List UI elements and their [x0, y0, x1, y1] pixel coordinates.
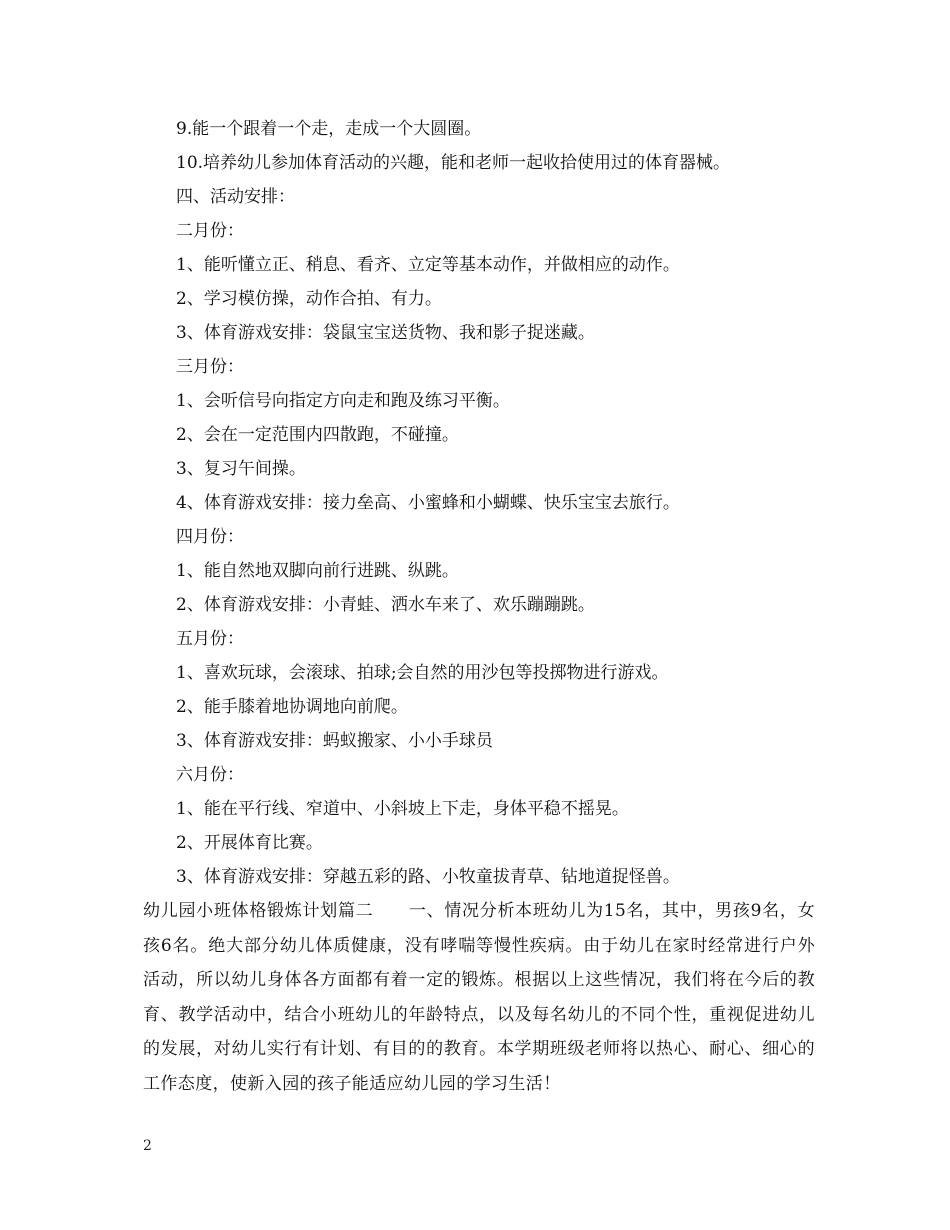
month-heading-february: 二月份：	[176, 221, 244, 241]
list-item: 1、会听信号向指定方向走和跑及练习平衡。	[176, 391, 510, 411]
month-heading-june: 六月份：	[176, 765, 244, 785]
section-heading-activity-schedule: 四、活动安排：	[176, 187, 295, 207]
list-item: 4、体育游戏安排：接力垒高、小蜜蜂和小蝴蝶、快乐宝宝去旅行。	[176, 493, 680, 513]
closing-paragraph: 幼儿园小班体格锻炼计划篇二 一、情况分析本班幼儿为15名，其中，男孩9名，女孩6名。绝大部分幼儿体质健康，没有哮喘等慢性疾病。由于幼儿在家时经常进行户外活动，所以幼儿身体各方面都有着一定的锻炼。根据以上这些情况，我们将在今后的教育、教学活动中，结合小班幼儿的年龄特点，以及每名幼儿的不同个性，重视促进幼儿的发展，对幼儿实行有计划、有目的的教育。本学期班级老师将以热心、耐心、细心的工作态度，使新入园的孩子能适应幼儿园的学习生活！	[143, 901, 815, 1094]
list-item: 3、体育游戏安排：蚂蚁搬家、小小手球员	[176, 731, 493, 751]
document-body	[0, 112, 950, 1101]
list-item: 1、能在平行线、窄道中、小斜坡上下走，身体平稳不摇晃。	[176, 799, 629, 819]
list-item: 3、体育游戏安排：袋鼠宝宝送货物、我和影子捉迷藏。	[176, 323, 595, 343]
list-item: 1、能听懂立正、稍息、看齐、立定等基本动作，并做相应的动作。	[176, 255, 680, 275]
list-item: 1、喜欢玩球，会滚球、拍球;会自然的用沙包等投掷物进行游戏。	[176, 663, 669, 683]
list-item: 3、复习午间操。	[176, 459, 306, 479]
list-item: 2、开展体育比赛。	[176, 833, 323, 853]
month-heading-may: 五月份：	[176, 629, 244, 649]
month-heading-april: 四月份：	[176, 527, 244, 547]
list-item: 2、会在一定范围内四散跑，不碰撞。	[176, 425, 459, 445]
list-item: 2、能手膝着地协调地向前爬。	[176, 697, 408, 717]
page-number: 2	[143, 1138, 152, 1154]
month-heading-march: 三月份：	[176, 357, 244, 377]
text-line-item-10: 10.培养幼儿参加体育活动的兴趣，能和老师一起收拾使用过的体育器械。	[176, 153, 731, 173]
list-item: 3、体育游戏安排：穿越五彩的路、小牧童拔青草、钻地道捉怪兽。	[176, 867, 680, 887]
list-item: 2、体育游戏安排：小青蛙、洒水车来了、欢乐蹦蹦跳。	[176, 595, 595, 615]
text-line-item-9: 9.能一个跟着一个走，走成一个大圆圈。	[176, 119, 482, 139]
list-item: 2、学习模仿操，动作合拍、有力。	[176, 289, 442, 309]
list-item: 1、能自然地双脚向前行进跳、纵跳。	[176, 561, 459, 581]
